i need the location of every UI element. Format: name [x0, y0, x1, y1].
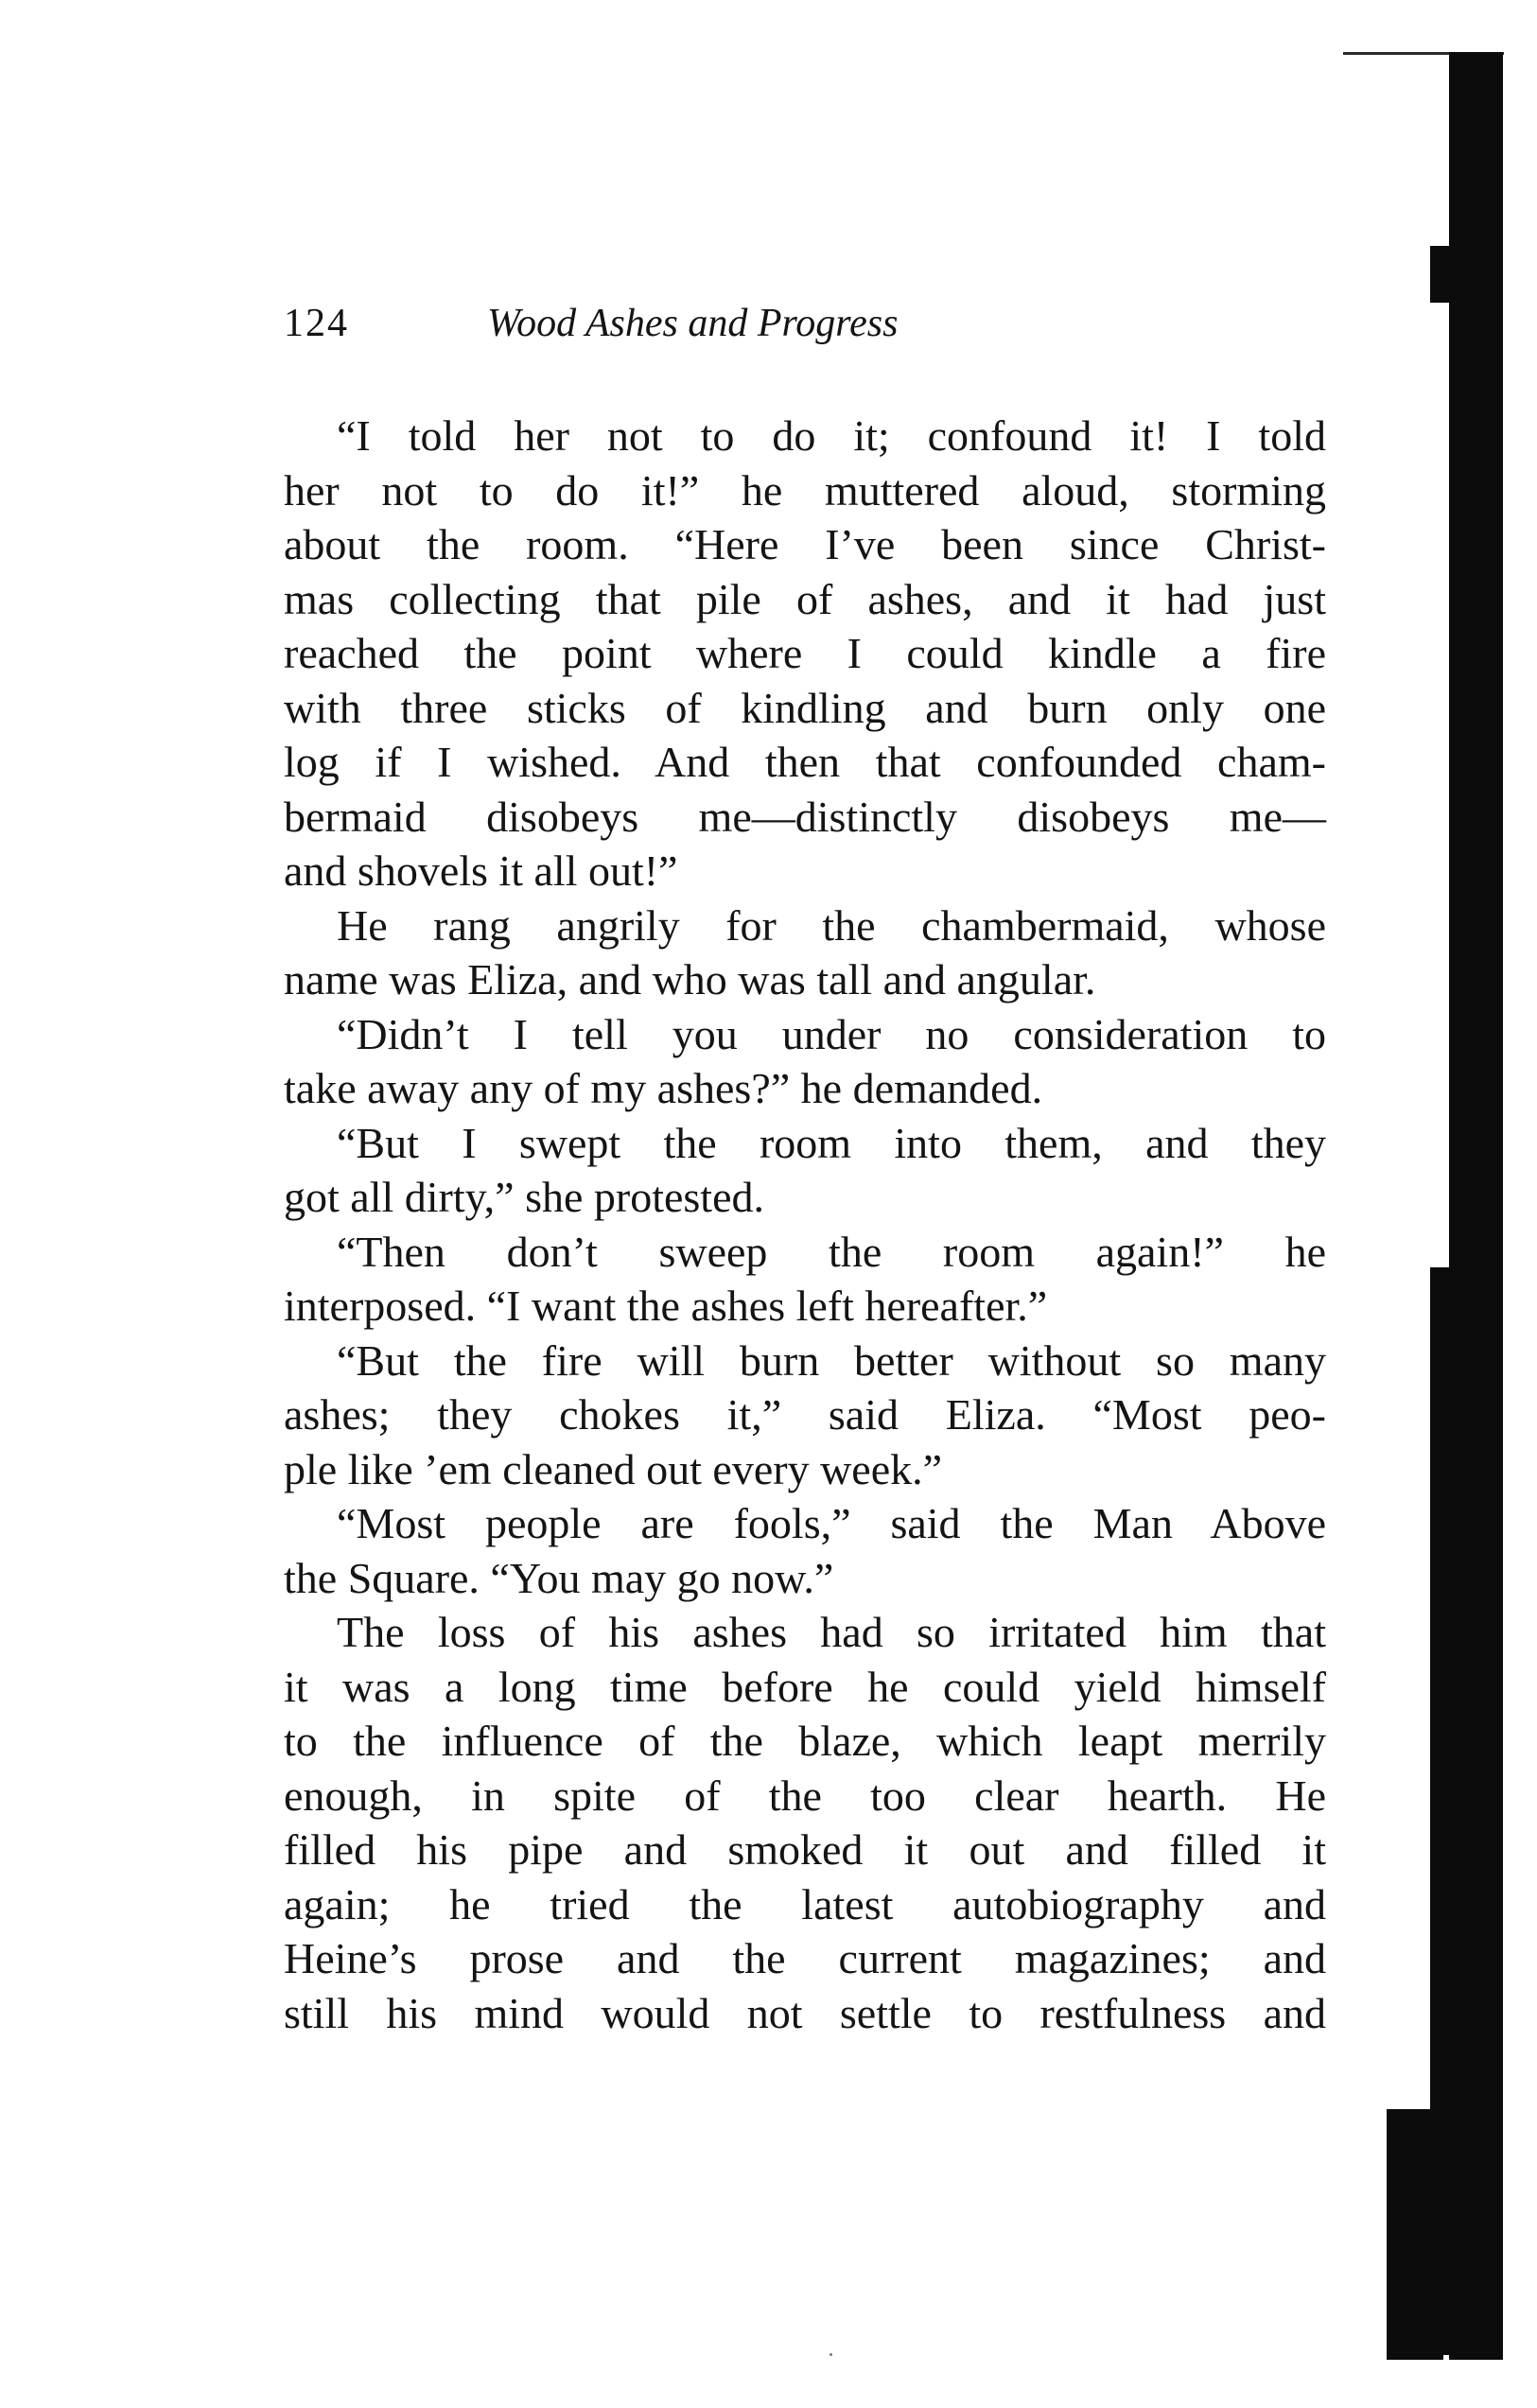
text-line: ashes; they chokes it,” said Eliza. “Most peo-	[284, 1390, 1326, 1439]
running-head	[284, 301, 1324, 358]
text-line: log if I wished. And then that confounded cham-	[284, 738, 1326, 786]
scan-edge-shadow-bottom	[1387, 2109, 1443, 2360]
text-line: the Square. “You may go now.”	[284, 1553, 834, 1602]
body-text	[284, 409, 1326, 2040]
running-title: Wood Ashes and Progress	[487, 302, 899, 345]
text-line: The loss of his ashes had so irritated him that	[337, 1608, 1326, 1656]
text-line: “But I swept the room into them, and they	[337, 1118, 1326, 1167]
text-line: with three sticks of kindling and burn only one	[284, 683, 1326, 732]
text-line: and shovels it all out!”	[284, 846, 678, 895]
text-line: mas collecting that pile of ashes, and it had just	[284, 574, 1326, 623]
text-line: “I told her not to do it; confound it! I told	[337, 411, 1326, 460]
scan-speck	[830, 2353, 832, 2356]
scan-edge-nick	[1430, 246, 1451, 303]
text-line: bermaid disobeys me—distinctly disobeys me—	[284, 792, 1326, 841]
text-line: He rang angrily for the chambermaid, whose	[337, 900, 1326, 950]
text-line: “Then don’t sweep the room again!” he	[337, 1227, 1326, 1276]
text-line: Heine’s prose and the current magazines; and	[284, 1934, 1326, 1982]
text-line: ple like ’em cleaned out every week.”	[284, 1444, 943, 1493]
text-line: interposed. “I want the ashes left hereafter.”	[284, 1282, 1048, 1330]
text-line: “Didn’t I tell you under no consideration to	[337, 1009, 1326, 1058]
text-line: her not to do it!” he muttered aloud, storming	[284, 465, 1326, 515]
text-line: still his mind would not settle to restfulness and	[284, 1988, 1326, 2037]
text-line: enough, in spite of the too clear hearth. He	[284, 1771, 1326, 1820]
text-line: reached the point where I could kindle a fire	[284, 629, 1326, 677]
text-line: about the room. “Here I’ve been since Christ-	[284, 520, 1326, 568]
text-line: “But the fire will burn better without so many	[337, 1335, 1326, 1385]
text-line: “Most people are fools,” said the Man Above	[337, 1499, 1326, 1547]
text-line: got all dirty,” she protested.	[284, 1173, 764, 1221]
page-number: 124	[284, 302, 349, 345]
text-line: it was a long time before he could yield himself	[284, 1662, 1326, 1711]
text-line: name was Eliza, and who was tall and angular.	[284, 955, 1096, 1003]
text-line: take away any of my ashes?” he demanded.	[284, 1064, 1043, 1112]
text-line: to the influence of the blaze, which leapt merrily	[284, 1717, 1326, 1765]
text-line: filled his pipe and smoked it out and filled it	[284, 1825, 1326, 1874]
text-line: again; he tried the latest autobiography and	[284, 1879, 1326, 1928]
